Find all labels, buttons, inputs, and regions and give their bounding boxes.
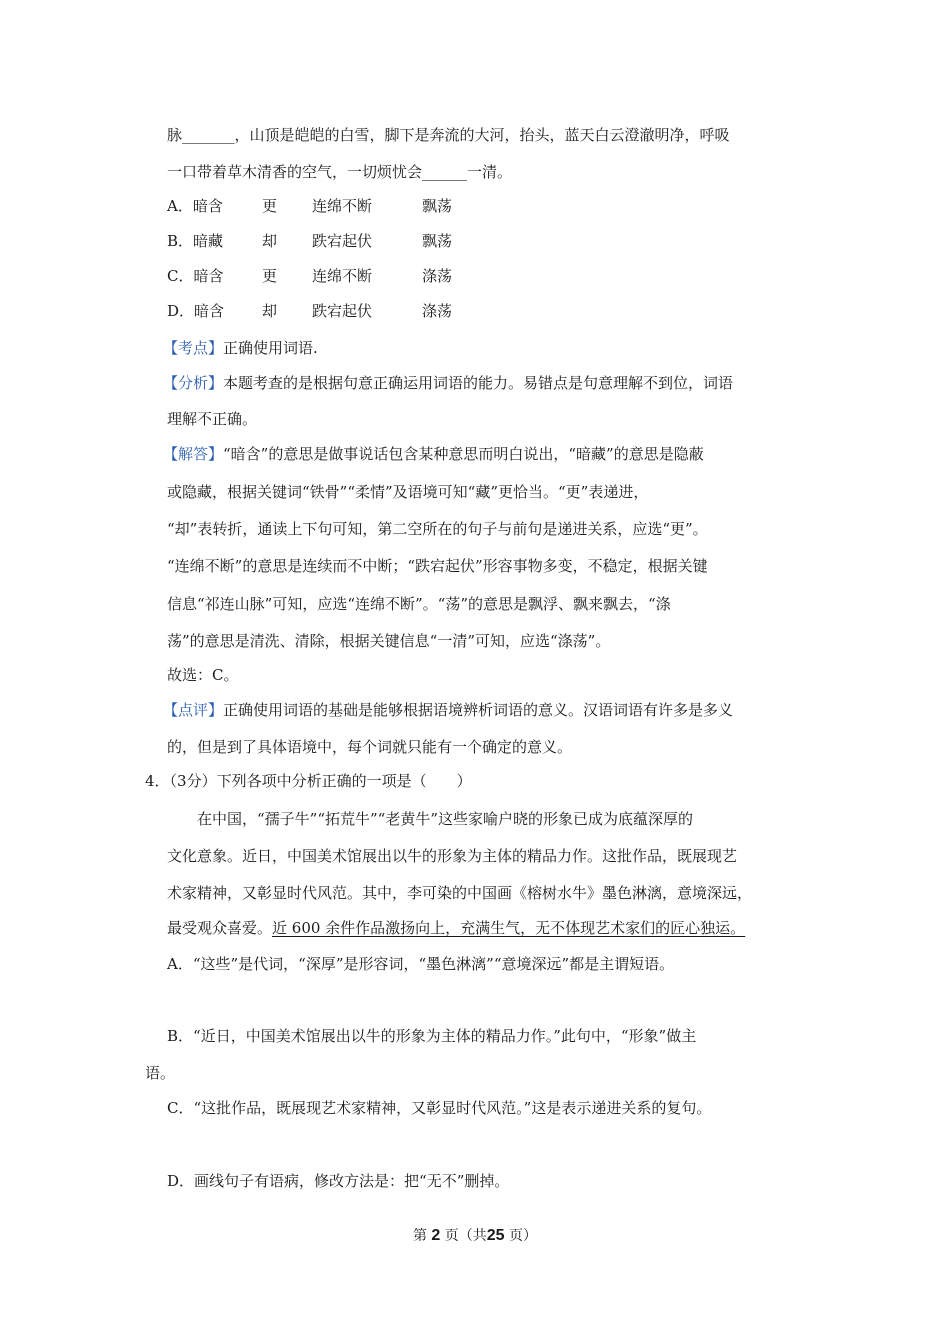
current-page-number: 2 bbox=[431, 1227, 441, 1244]
option-word-3: 跌宕起伏 bbox=[312, 232, 373, 250]
page-footer bbox=[0, 1226, 950, 1246]
q3-fenxi-line-1 bbox=[163, 373, 733, 393]
q4-option-b-line-2: 语。 bbox=[145, 1064, 176, 1082]
option-label: D．暗含 bbox=[167, 302, 225, 320]
q3-jieda-line-2: 或隐藏，根据关键词“铁骨”“柔情”及语境可知“藏”更恰当。“更”表递进， bbox=[167, 483, 649, 501]
option-word-3: 跌宕起伏 bbox=[312, 302, 373, 320]
q4-passage-line-2: 文化意象。近日，中国美术馆展出以牛的形象为主体的精品力作。这批作品，既展现艺 bbox=[167, 847, 738, 865]
dianping-tag: 【点评】 bbox=[163, 701, 224, 719]
footer-middle: 页（共 bbox=[444, 1228, 487, 1244]
option-word-3: 连绵不断 bbox=[312, 267, 373, 285]
q3-fenxi-line-2: 理解不正确。 bbox=[167, 410, 258, 428]
option-word-3: 连绵不断 bbox=[312, 197, 373, 215]
passage-plain: 最受观众喜爱。 bbox=[167, 919, 273, 937]
q3-jieda-line-6: 荡”的意思是清洗、清除，根据关键信息“一清”可知，应选“涤荡”。 bbox=[167, 632, 611, 650]
q3-jieda-line-3: “却”表转折，通读上下句可知，第二空所在的句子与前句是递进关系，应选“更”。 bbox=[167, 520, 708, 538]
option-word-4: 涤荡 bbox=[422, 267, 453, 285]
q3-kaodian bbox=[163, 338, 318, 358]
q4-header: 4．（3分）下列各项中分析正确的一项是（ ） bbox=[145, 772, 472, 790]
q3-stem-line-1: 脉_______，山顶是皑皑的白雪，脚下是奔流的大河，抬头，蓝天白云澄澈明净，呼吸 bbox=[167, 126, 730, 144]
q4-passage-line-4 bbox=[167, 918, 745, 938]
underlined-sentence: 近 600 余件作品激扬向上，充满生气，无不体现艺术家们的匠心独运。 bbox=[272, 919, 746, 937]
fenxi-tag: 【分析】 bbox=[163, 374, 224, 392]
option-word-2: 却 bbox=[262, 302, 278, 320]
jieda-text: “暗含”的意思是做事说话包含某种意思而明白说出，“暗藏”的意思是隐蔽 bbox=[223, 445, 704, 463]
q3-option-d bbox=[167, 301, 452, 321]
q3-jieda-line-5: 信息“祁连山脉”可知，应选“连绵不断”。“荡”的意思是飘浮、飘来飘去，“涤 bbox=[167, 595, 671, 613]
option-label: A．暗含 bbox=[167, 197, 223, 215]
option-word-2: 却 bbox=[262, 232, 278, 250]
option-word-4: 飘荡 bbox=[422, 232, 453, 250]
q3-stem-line-2: 一口带着草木清香的空气，一切烦忧会______一清。 bbox=[167, 163, 513, 181]
kaodian-text: 正确使用词语. bbox=[223, 339, 318, 357]
q4-option-a: A．“这些”是代词，“深厚”是形容词，“墨色淋漓”“意境深远”都是主谓短语。 bbox=[167, 955, 675, 973]
dianping-text: 正确使用词语的基础是能够根据语境辨析词语的意义。汉语词语有许多是多义 bbox=[223, 701, 734, 719]
option-label: B．暗藏 bbox=[167, 232, 224, 250]
q3-option-b bbox=[167, 231, 452, 251]
q3-option-c bbox=[167, 266, 452, 286]
q4-option-d: D．画线句子有语病，修改方法是：把“无不”删掉。 bbox=[167, 1172, 510, 1190]
option-label: C．暗含 bbox=[167, 267, 224, 285]
footer-prefix: 第 bbox=[412, 1228, 427, 1244]
q3-option-a bbox=[167, 196, 452, 216]
option-word-4: 涤荡 bbox=[422, 302, 453, 320]
fenxi-text: 本题考查的是根据句意正确运用词语的能力。易错点是句意理解不到位，词语 bbox=[223, 374, 734, 392]
q3-answer: 故选：C。 bbox=[167, 666, 239, 684]
q4-passage-line-3: 术家精神，又彰显时代风范。其中，李可染的中国画《榕树水牛》墨色淋漓，意境深远， bbox=[167, 884, 753, 902]
kaodian-tag: 【考点】 bbox=[163, 339, 224, 357]
total-page-number: 25 bbox=[486, 1227, 505, 1244]
q3-dianping-line-1 bbox=[163, 700, 733, 720]
footer-suffix: 页） bbox=[509, 1228, 538, 1244]
q4-passage-line-1: 在中国，“孺子牛”“拓荒牛”“老黄牛”这些家喻户晓的形象已成为底蕴深厚的 bbox=[197, 810, 694, 828]
q3-jieda-line-1 bbox=[163, 444, 704, 464]
q4-option-c: C．“这批作品，既展现艺术家精神，又彰显时代风范。”这是表示递进关系的复句。 bbox=[167, 1099, 712, 1117]
option-word-4: 飘荡 bbox=[422, 197, 453, 215]
q3-jieda-line-4: “连绵不断”的意思是连续而不中断；“跌宕起伏”形容事物多变，不稳定，根据关键 bbox=[167, 557, 708, 575]
q4-option-b-line-1: B．“近日，中国美术馆展出以牛的形象为主体的精品力作。”此句中，“形象”做主 bbox=[167, 1027, 697, 1045]
q3-dianping-line-2: 的，但是到了具体语境中，每个词就只能有一个确定的意义。 bbox=[167, 738, 573, 756]
jieda-tag: 【解答】 bbox=[163, 445, 224, 463]
option-word-2: 更 bbox=[262, 267, 278, 285]
option-word-2: 更 bbox=[262, 197, 278, 215]
